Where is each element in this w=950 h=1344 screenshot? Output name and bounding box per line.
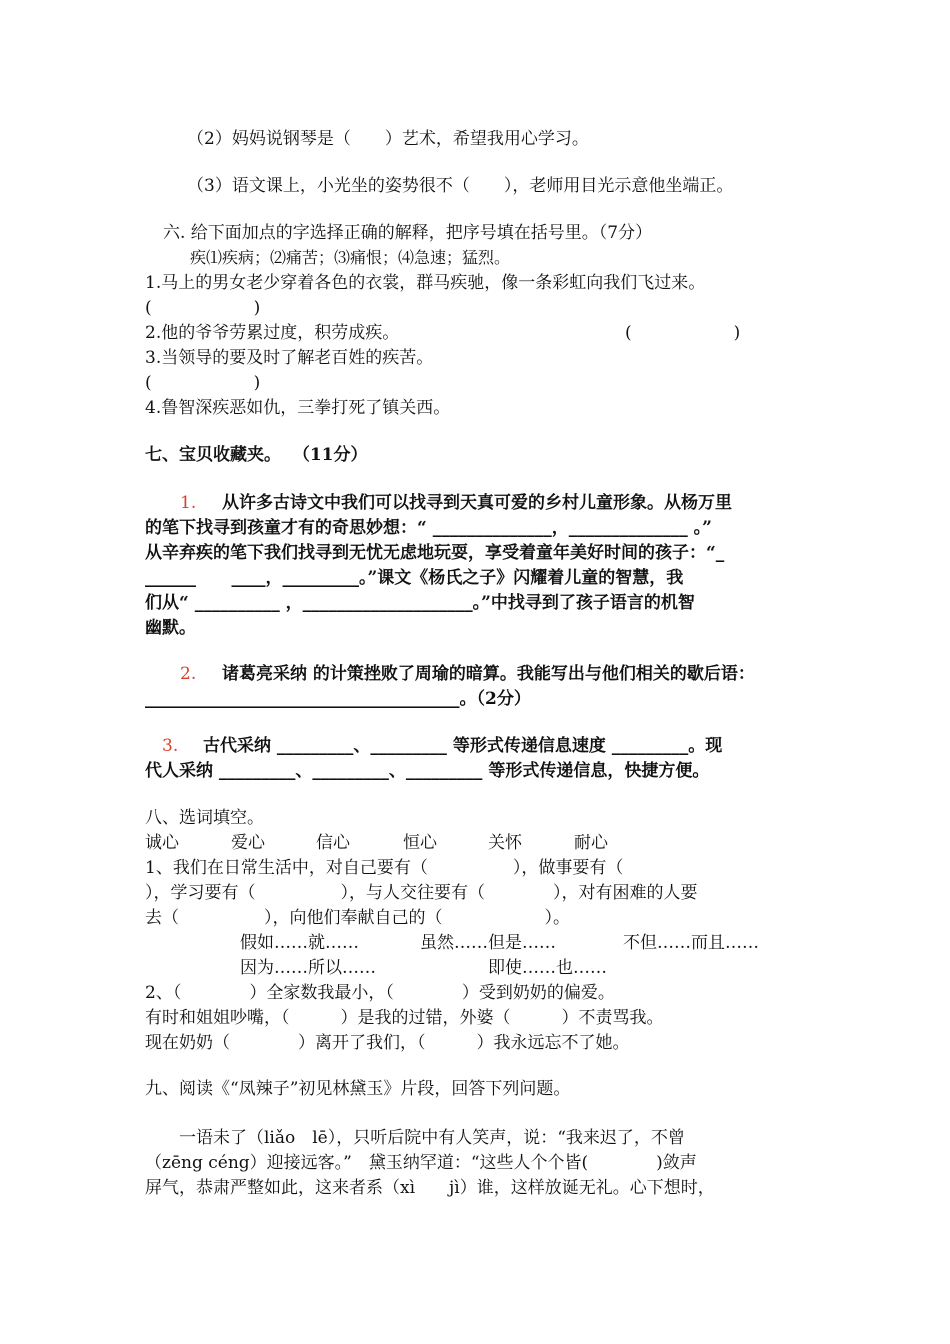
conjunction-2: 虽然……但是…… — [420, 933, 556, 953]
word-bank-1: 诚心 — [145, 833, 179, 853]
section-6-definitions: 疾⑴疾病；⑵痛苦；⑶痛恨；⑷急速；猛烈。 — [190, 248, 511, 267]
word-bank-2: 爱心 — [231, 833, 265, 853]
q5-item-2: （2）妈妈说钢琴是（ ）艺术，希望我用心学习。 — [187, 129, 589, 149]
q6-item-3-answer[interactable]: ( ) — [145, 373, 261, 393]
conjunction-3: 不但……而且…… — [623, 933, 759, 953]
q6-item-1: 1.马上的男女老少穿着各色的衣裳，群马疾驰，像一条彩虹向我们飞过来。 — [145, 273, 706, 293]
word-bank-5: 关怀 — [488, 833, 522, 853]
q8-2-line-1: 2、（ ）全家数我最小，（ ）受到奶奶的偏爱。 — [145, 983, 615, 1003]
word-bank-4: 恒心 — [403, 833, 437, 853]
q8-2-line-3: 现在奶奶（ ）离开了我们，（ ）我永远忘不了她。 — [145, 1033, 630, 1053]
q6-item-2: 2.他的爷爷劳累过度，积劳成疾。 — [145, 323, 400, 343]
q7-1-line-6: 幽默。 — [145, 618, 196, 638]
passage-line-3: 屏气，恭肃严整如此，这来者系（xì jì）谁，这样放诞无礼。心下想时， — [145, 1178, 715, 1198]
q7-2-number: 2. — [180, 664, 197, 684]
q8-1-line-3: 去（ ），向他们奉献自己的（ ）。 — [145, 908, 570, 928]
section-8-title: 八、选词填空。 — [145, 808, 264, 828]
q7-1-line-3: 从辛弃疾的笔下我们找寻到无忧无虑地玩耍，享受着童年美好时间的孩子：“_ — [145, 543, 725, 563]
conjunction-1: 假如……就…… — [240, 933, 359, 953]
passage-line-2: （zēng céng）迎接远客。” 黛玉纳罕道：“这些人个个皆( )敛声 — [145, 1153, 697, 1173]
word-bank-6: 耐心 — [574, 833, 608, 853]
conjunction-5: 即使……也…… — [488, 958, 607, 978]
q6-item-4: 4.鲁智深疾恶如仇，三拳打死了镇关西。 — [145, 398, 451, 418]
q7-1-line-1: 从许多古诗文中我们可以找寻到天真可爱的乡村儿童形象。从杨万里 — [222, 493, 732, 513]
word-bank-3: 信心 — [316, 833, 350, 853]
section-6-title: 六. 给下面加点的字选择正确的解释，把序号填在括号里。（7分） — [163, 223, 653, 243]
q6-item-3: 3.当领导的要及时了解老百姓的疾苦。 — [145, 348, 434, 368]
q7-1-number: 1. — [180, 493, 197, 513]
q7-1-line-5: 们从“ __________ ，____________________。”中找寻到了孩子语言的机智 — [145, 593, 695, 613]
q7-1-line-4: ______ ____，_________。”课文《杨氏之子》闪耀着儿童的智慧，我 — [145, 568, 684, 588]
q8-2-line-2: 有时和姐姐吵嘴，（ ）是我的过错，外婆（ ）不责骂我。 — [145, 1008, 664, 1028]
q7-3-line-2: 代人采纳 _________、_________、_________ 等形式传递信息，快捷方便。 — [145, 761, 710, 781]
q8-1-line-1: 1、我们在日常生活中，对自己要有（ ），做事要有（ — [145, 858, 624, 878]
section-7-title: 七、宝贝收藏夹。 （11分） — [145, 445, 368, 465]
q8-1-line-2: ），学习要有（ ），与人交往要有（ ），对有困难的人要 — [145, 883, 698, 903]
q7-3-number: 3. — [162, 736, 179, 756]
q6-item-2-answer[interactable]: ( ) — [625, 323, 741, 343]
q7-3-line-1: 古代采纳 _________、_________ 等形式传递信息速度 _________。现 — [203, 736, 723, 756]
q7-1-line-2: 的笔下找寻到孩童才有的奇思妙想：“ ______________，______________ 。” — [145, 518, 712, 538]
section-9-title: 九、阅读《“凤辣子”初见林黛玉》片段，回答下列问题。 — [145, 1079, 571, 1099]
passage-line-1: 一语未了（liǎo lē），只听后院中有人笑声，说：“我来迟了，不曾 — [145, 1128, 685, 1148]
q7-2-line-2: _____________________________________。（2分） — [145, 689, 531, 709]
q6-item-1-answer[interactable]: ( ) — [145, 298, 261, 318]
q5-item-3: （3）语文课上，小光坐的姿势很不（ ），老师用目光示意他坐端正。 — [187, 176, 734, 196]
q7-2-line-1: 诸葛亮采纳 的计策挫败了周瑜的暗算。我能写出与他们相关的歇后语： — [222, 664, 755, 684]
conjunction-4: 因为……所以…… — [240, 958, 376, 978]
